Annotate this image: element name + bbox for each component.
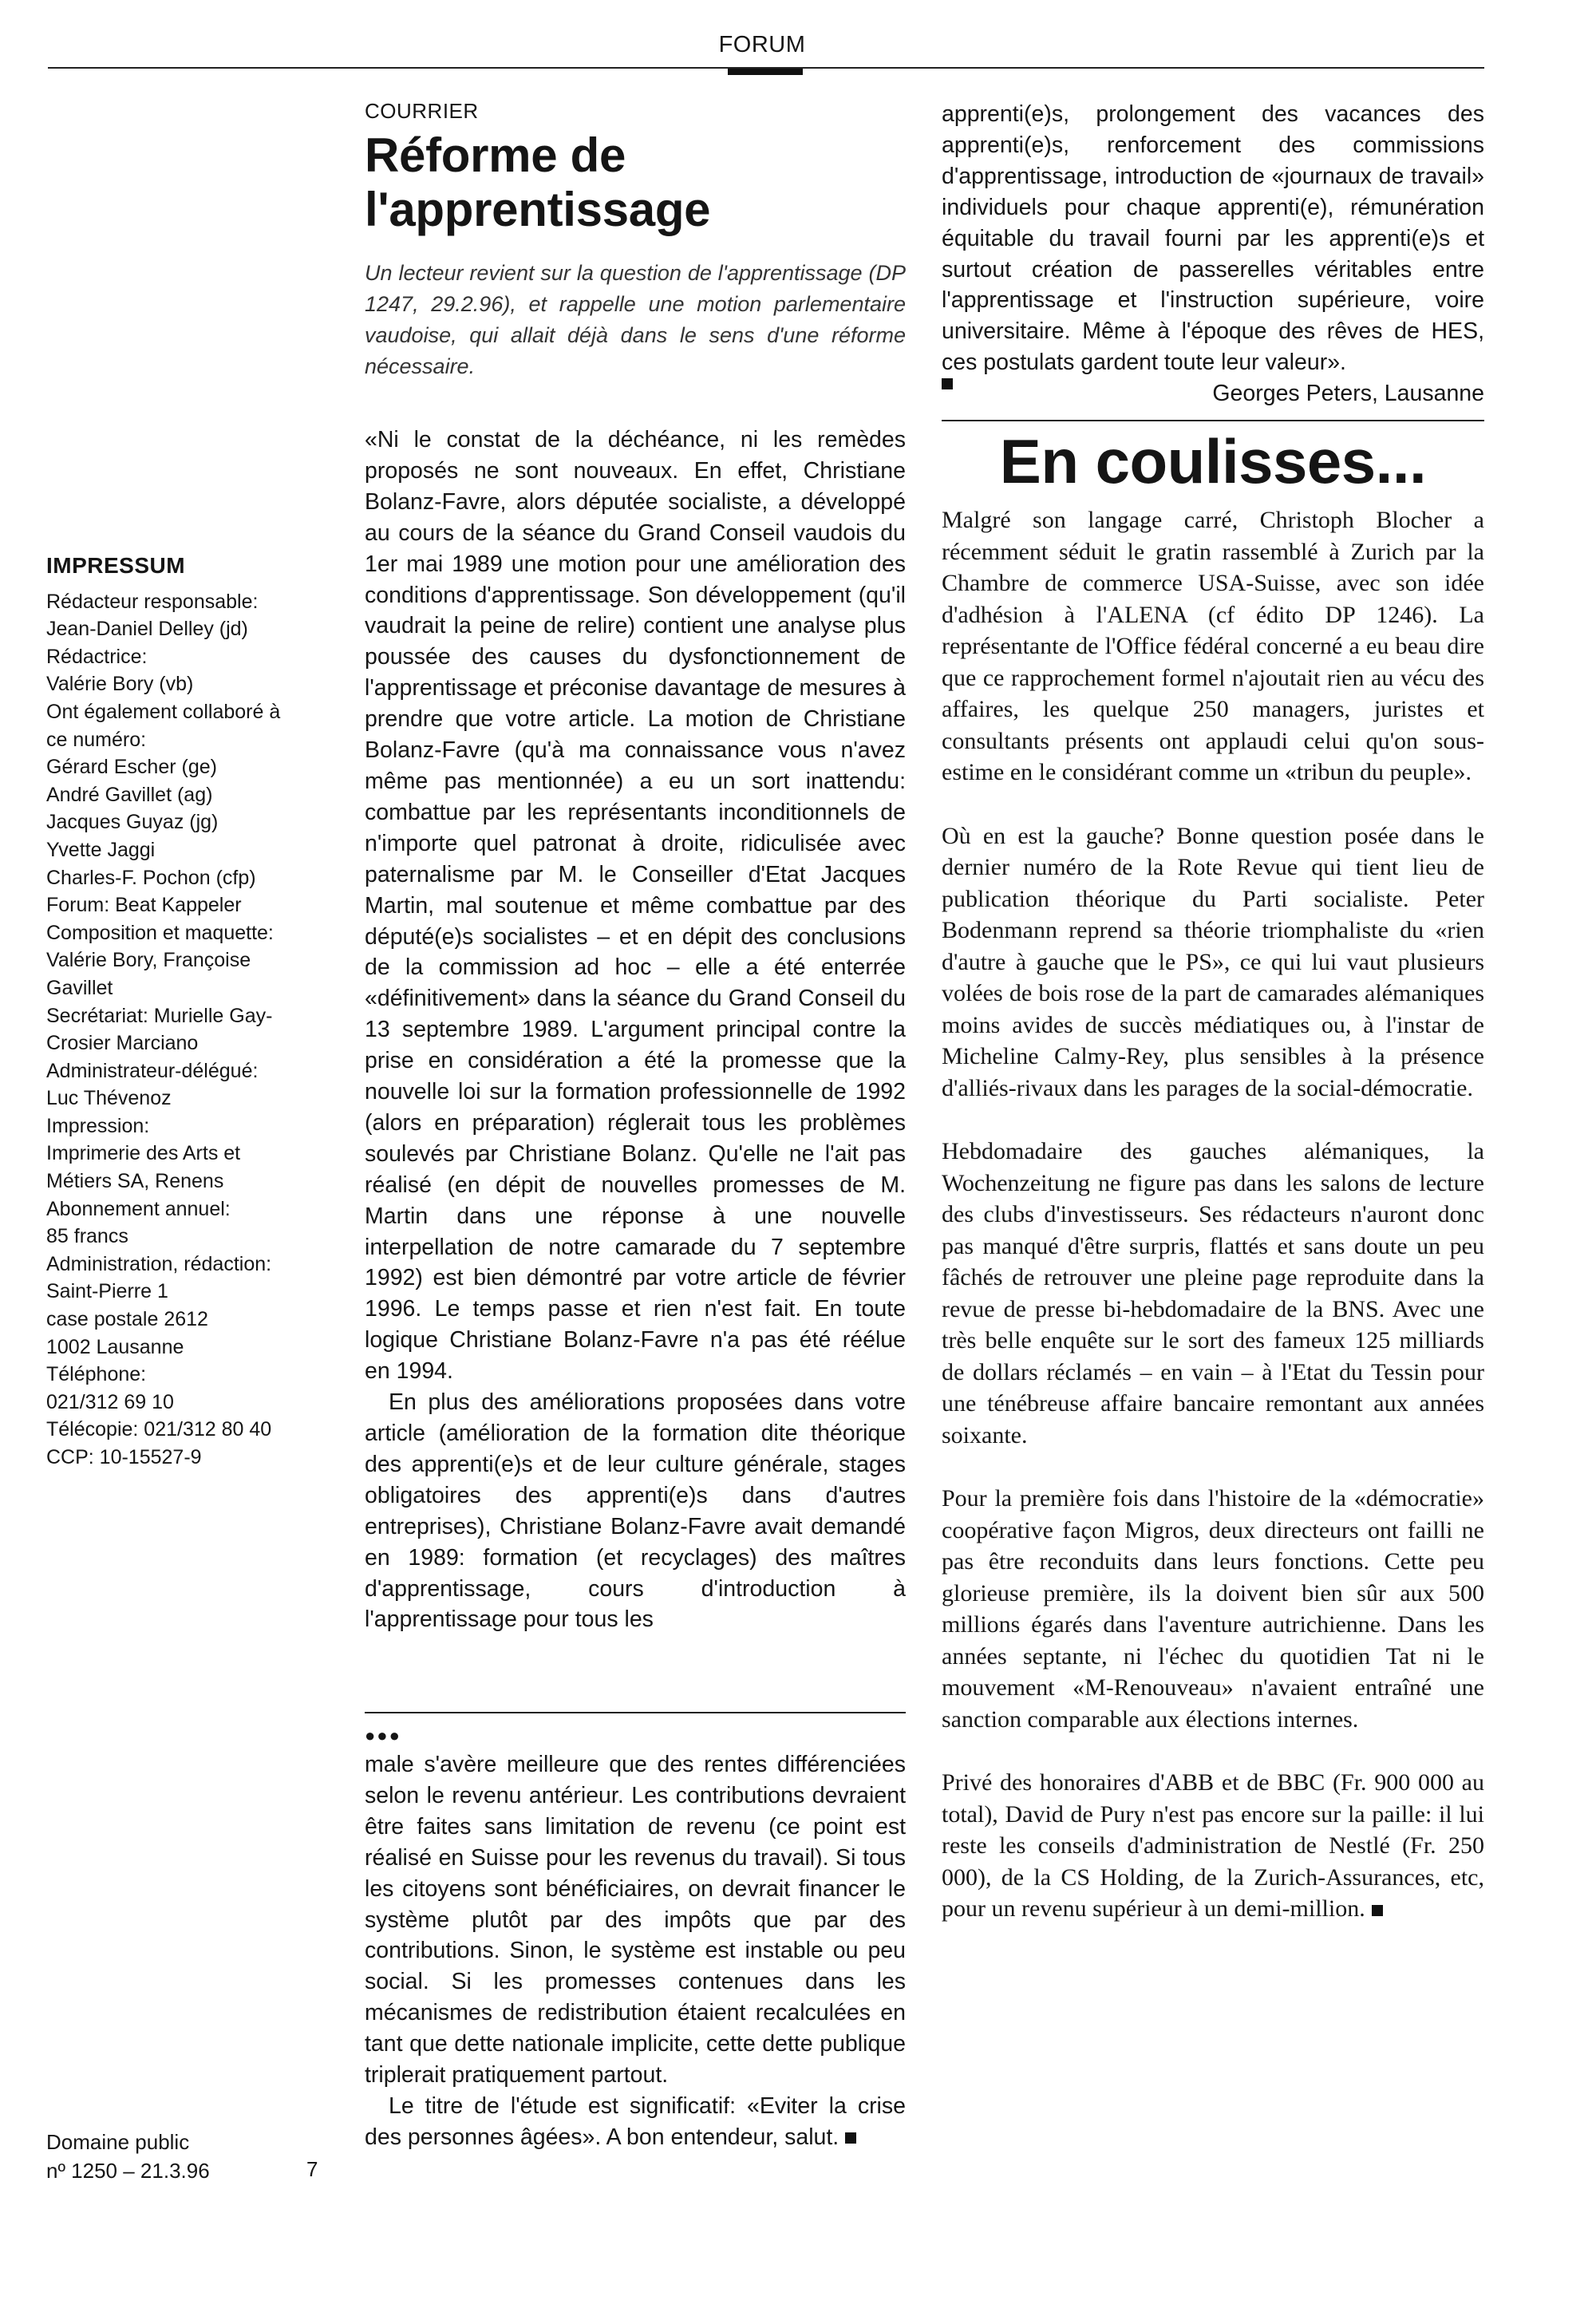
headline-line-1: Réforme de bbox=[365, 128, 626, 182]
impressum-line: Jean-Daniel Delley (jd) bbox=[46, 618, 248, 641]
impressum-line: case postale 2612 bbox=[46, 1308, 208, 1331]
impressum-line: Charles-F. Pochon (cfp) bbox=[46, 866, 256, 889]
forum-continuation bbox=[365, 1749, 906, 2153]
headline-line-2: l'apprentissage bbox=[365, 183, 711, 236]
issue-number-date: nº 1250 – 21.3.96 bbox=[46, 2159, 210, 2183]
publication-name: Domaine public bbox=[46, 2130, 190, 2154]
continuation-marker: ●●● bbox=[365, 1725, 401, 1745]
impressum-line: Yvette Jaggi bbox=[46, 838, 156, 861]
standfirst: Un lecteur revient sur la question de l'apprentissage (DP 1247, 29.2.96), et rappelle une motion parlementaire vaudoise, qui allait déjà dans le sens d'une réforme nécessaire. bbox=[365, 261, 906, 378]
impressum-line: Valérie Bory, Françoise bbox=[46, 949, 251, 972]
impressum-line: Valérie Bory (vb) bbox=[46, 673, 194, 696]
end-mark-icon bbox=[1372, 1905, 1383, 1916]
impressum-line: Gérard Escher (ge) bbox=[46, 756, 217, 779]
impressum-line: Ont également collaboré à bbox=[46, 700, 281, 723]
coulisses-headline: En coulisses... bbox=[999, 426, 1427, 496]
impressum-line: Saint-Pierre 1 bbox=[46, 1280, 168, 1303]
article-headline bbox=[365, 128, 906, 237]
letter-paragraph-1: «Ni le constat de la déchéance, ni les remèdes proposés ne sont nouveaux. En effet, Christiane Bolanz-Favre, alors députée socialiste, a développé au cours de la séance du Grand Conseil vaudois du 1er mai 1989 une motion pour une amélioration des conditions d'apprentissage. Son développement (qu'il vaudrait la peine de relire) contient une analyse plus poussée des causes du dysfonctionnement de l'apprentissage et préconise davantage de mesures à prendre que votre article. La motion de Christiane Bolanz-Favre (qu'à ma connaissance vous n'avez même pas mentionnée) a eu un sort inattendu: combattue par les représentants inconditionnels de n'importe quel patronat à droite, ridiculisée avec paternalisme par M. le Conseiller d'Etat Jacques Martin, mal soutenue et même combattue par des député(e)s socialistes – et en dépit des conclusions de la commission ad hoc – elle a été enterrée «définitivement» dans la séance du Grand Conseil du 13 septembre 1989. L'argument principal contre la prise en considération a été la promesse que la nouvelle loi sur la formation professionnelle de 1992 (alors en préparation) réglerait tous les problèmes soulevés par Christiane Bolanz. Qu'elle ne l'ait pas réalisé (en dépit de nouvelles promesses de M. Martin dans une réponse à une nouvelle interpellation de notre camarade du 7 septembre 1992) est bien démontré par votre article de février 1996. Le temps passe et rien n'est fait. En toute logique Christiane Bolanz-Favre n'a pas été réélue en 1994. bbox=[365, 427, 906, 1385]
coulisses-paragraph-5-text: Privé des honoraires d'ABB et de BBC (Fr. 900 000 au total), David de Pury n'est pas encore sur la paille: il lui reste les conseils d'administration de Nestlé (Fr. 250 000), de la CS Holding, de la Zurich-Assurances, etc, pour un revenu supérieur à un demi-million. bbox=[942, 1769, 1484, 1922]
end-mark-icon bbox=[942, 378, 953, 389]
impressum-line: Imprimerie des Arts et bbox=[46, 1142, 241, 1165]
kicker: COURRIER bbox=[365, 99, 479, 123]
impressum-line: Administrateur-délégué: bbox=[46, 1059, 259, 1082]
impressum-line: Rédacteur responsable: bbox=[46, 590, 259, 613]
impressum-line: Composition et maquette: bbox=[46, 921, 274, 944]
impressum-title: IMPRESSUM bbox=[46, 553, 186, 578]
impressum bbox=[46, 552, 334, 1472]
coulisses-paragraph-1: Malgré son langage carré, Christoph Blocher a récemment séduit le gratin rassemblé à Zurich par la Chambre de commerce USA-Suisse, avec son idée d'adhésion à l'ALENA (cf édito DP 1246). La représentante de l'Office fédéral concerné a eu beau dire que ce rapprochement formel n'ajoutait rien au vécu des affaires, les quelque 250 managers, juristes et consultants présents ont applaudi celui qu'on sous-estime en le considérant comme un «tribun du peuple». bbox=[942, 507, 1484, 785]
letter-body bbox=[365, 425, 906, 1635]
letter-signature: Georges Peters, Lausanne bbox=[1212, 381, 1484, 407]
letter-paragraph-2: En plus des améliorations proposées dans votre article (amélioration de la formation dite théorique des apprenti(e)s et de leur culture générale, stages obligatoires des apprenti(e)s dans d'autres entreprises), Christiane Bolanz-Favre avait demandé en 1989: formation (et recyclages) des maîtres d'apprentissage, cours d'introduction à l'apprentissage pour tous les bbox=[365, 1389, 906, 1633]
coulisses-paragraph-2: Où en est la gauche? Bonne question posée dans le dernier numéro de la Rote Revue qui tient lieu de publication théorique du Parti socialiste. Peter Bodenmann reprend sa théorie triomphaliste du «rien d'autre à gauche que le PS», ce qui lui vaut plusieurs volées de bois rose de la part de camarades alémaniques moins avides de succès médiatiques ou, à l'instar de Micheline Calmy-Rey, plus sensibles à la présence d'alliés-rivaux dans les parages de la social-démocratie. bbox=[942, 822, 1484, 1101]
impressum-line: André Gavillet (ag) bbox=[46, 783, 213, 806]
page-number: 7 bbox=[306, 2157, 318, 2181]
letter-header bbox=[365, 99, 906, 382]
impressum-line: Administration, rédaction: bbox=[46, 1252, 272, 1275]
impressum-line: Abonnement annuel: bbox=[46, 1197, 231, 1220]
forum-cont-paragraph-1: male s'avère meilleure que des rentes différenciées selon le revenu antérieur. Les contributions devraient être faites sans limitation de revenu (ce point est réalisé en Suisse pour les revenus du travail). Si tous les citoyens sont bénéficiaires, on devrait financer le système plutôt par des impôts que par des contributions. Sinon, le système est instable ou peu social. Si les promesses contenues dans les mécanismes de redistribution étaient recalculées en tant que dette nationale implicite, cette dette publique triplerait pratiquement partout. bbox=[365, 1752, 906, 2089]
coulisses-paragraph-4: Pour la première fois dans l'histoire de la «démocratie» coopérative façon Migros, deux directeurs ont failli ne pas être reconduits dans leurs fonctions. Cette peu glorieuse première, ils la doivent bien sûr aux 500 millions égarés dans l'aventure autrichienne. Dans les années septante, ni l'échec du quotidien Tat ni le mouvement «M-Renouveau» n'avaient entraîné une sanction comparable aux élections internes. bbox=[942, 1485, 1484, 1733]
impressum-line: CCP: 10-15527-9 bbox=[46, 1446, 202, 1468]
impressum-line: Télécopie: 021/312 80 40 bbox=[46, 1418, 272, 1441]
impressum-line: Jacques Guyaz (jg) bbox=[46, 811, 219, 834]
impressum-line: Secrétariat: Murielle Gay- bbox=[46, 1004, 273, 1027]
coulisses-paragraph-5 bbox=[942, 1767, 1484, 1925]
coulisses-body bbox=[942, 504, 1484, 1957]
column-divider bbox=[365, 1712, 906, 1713]
impressum-line: ce numéro: bbox=[46, 728, 147, 751]
impressum-line: Luc Thévenoz bbox=[46, 1087, 172, 1110]
coulisses-rule bbox=[942, 420, 1484, 421]
impressum-line: 85 francs bbox=[46, 1225, 128, 1248]
header-rule-tab bbox=[728, 69, 803, 75]
impressum-line: 021/312 69 10 bbox=[46, 1390, 174, 1413]
impressum-line: Crosier Marciano bbox=[46, 1032, 199, 1055]
coulisses-paragraph-3: Hebdomadaire des gauches alémaniques, la Wochenzeitung ne figure pas dans les salons de lecture des clubs d'investisseurs. Ses rédacteurs n'auront donc pas manqué d'être surpris, flattés et sans doute un peu fâchés de retrouver une pleine page reproduite dans la revue de presse bi-hebdomadaire de la BNS. Avec une très belle enquête sur le sort des fameux 125 milliards de dollars réclamés – en vain – à l'Etat du Tessin pour une ténébreuse affaire bancaire remontant aux années soixante. bbox=[942, 1138, 1484, 1448]
impressum-lines bbox=[46, 588, 334, 1472]
impressum-line: Gavillet bbox=[46, 976, 113, 999]
letter-signature-line bbox=[942, 378, 1484, 409]
section-label: FORUM bbox=[718, 32, 806, 57]
impressum-line: Impression: bbox=[46, 1114, 150, 1137]
impressum-line: Métiers SA, Renens bbox=[46, 1170, 224, 1193]
impressum-line: 1002 Lausanne bbox=[46, 1335, 184, 1358]
forum-cont-paragraph-2-text: Le titre de l'étude est significatif: «Eviter la crise des personnes âgées». A bon entendeur, salut. bbox=[365, 2093, 906, 2150]
forum-cont-paragraph-2 bbox=[365, 2091, 906, 2153]
letter-paragraph-2-cont: apprenti(e)s, prolongement des vacances des apprenti(e)s, renforcement des commissions d'apprentissage, introduction de «journaux de travail» individuels pour chaque apprenti(e), rémunération équitable du travail fourni par les apprenti(e)s et surtout création de passerelles véritables entre l'apprentissage et l'instruction supérieure, voire universitaire. Même à l'époque des rêves de HES, ces postulats gardent toute leur valeur». bbox=[942, 101, 1484, 376]
impressum-line: Téléphone: bbox=[46, 1363, 147, 1386]
issue-info bbox=[46, 2128, 334, 2185]
end-mark-icon bbox=[845, 2132, 856, 2144]
letter-continuation bbox=[942, 99, 1484, 409]
impressum-line: Forum: Beat Kappeler bbox=[46, 894, 242, 917]
impressum-line: Rédactrice: bbox=[46, 645, 148, 668]
